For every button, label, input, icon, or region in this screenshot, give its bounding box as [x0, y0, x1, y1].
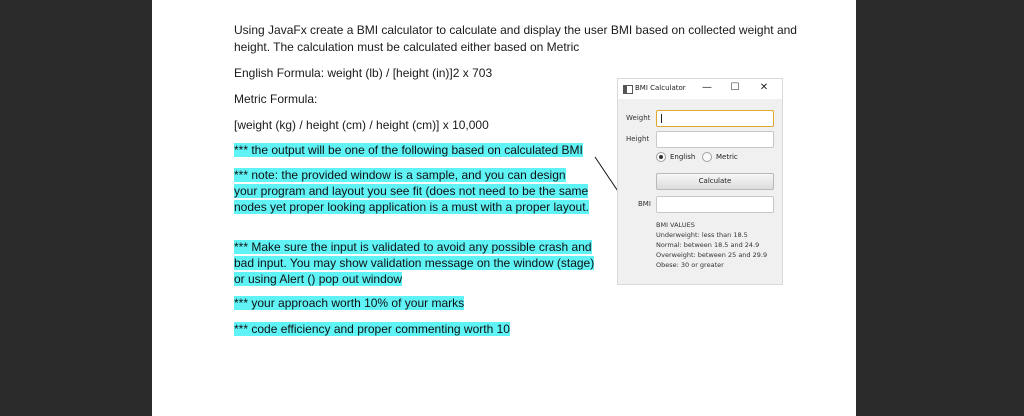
note-output-text: *** the output will be one of the following based on calculated BMI [234, 143, 583, 157]
note-efficiency-text: *** code efficiency and proper commenting worth 10 [234, 322, 510, 336]
bmi-label: BMI [638, 200, 651, 208]
english-radio-label: English [670, 153, 696, 161]
english-formula: English Formula: weight (lb) / [height (in)]2 x 703 [234, 66, 493, 80]
height-input[interactable] [656, 131, 774, 148]
height-label: Height [626, 135, 650, 143]
app-icon [623, 85, 633, 94]
bmi-obese: Obese: 30 or greater [656, 261, 724, 269]
intro-line-2: height. The calculation must be calculated either based on Metric [234, 40, 580, 54]
weight-input[interactable] [656, 110, 774, 127]
english-radio[interactable] [656, 152, 666, 162]
note-approach-text: *** your approach worth 10% of your marks [234, 296, 465, 310]
bmi-output-field[interactable] [656, 196, 774, 213]
intro-line-1: Using JavaFx create a BMI calculator to calculate and display the user BMI based on collected weight and [234, 23, 797, 37]
close-icon[interactable]: ✕ [759, 82, 769, 93]
calculate-button[interactable]: Calculate [656, 173, 774, 190]
note-design-text: *** note: the provided window is a sample, and you can design your program and layout you see fit (does not need to be the same nodes yet proper looking application is a must with a proper layout. [234, 168, 589, 214]
weight-label: Weight [626, 114, 651, 122]
bmi-normal: Normal: between 18.5 and 24.9 [656, 241, 760, 249]
text-caret [661, 114, 662, 123]
bmi-values-legend [656, 220, 767, 270]
bmi-values-heading: BMI VALUES [656, 221, 695, 229]
metric-radio-label: Metric [716, 153, 738, 161]
title-bar [618, 79, 782, 99]
metric-radio[interactable] [702, 152, 712, 162]
maximize-icon[interactable]: ☐ [730, 82, 740, 93]
minimize-icon[interactable]: — [702, 82, 712, 93]
bmi-calculator-window [617, 78, 783, 285]
note-validation-text: *** Make sure the input is validated to avoid any possible crash and bad input. You may show validation message on the window (stage) or using Alert () pop out window [234, 240, 595, 286]
document-page [152, 0, 856, 416]
bmi-underweight: Underweight: less than 18.5 [656, 231, 748, 239]
bmi-overweight: Overweight: between 25 and 29.9 [656, 251, 768, 259]
metric-formula-label: Metric Formula: [234, 92, 318, 106]
window-title: BMI Calculator [635, 84, 686, 92]
metric-formula: [weight (kg) / height (cm) / height (cm)] x 10,000 [234, 118, 489, 132]
